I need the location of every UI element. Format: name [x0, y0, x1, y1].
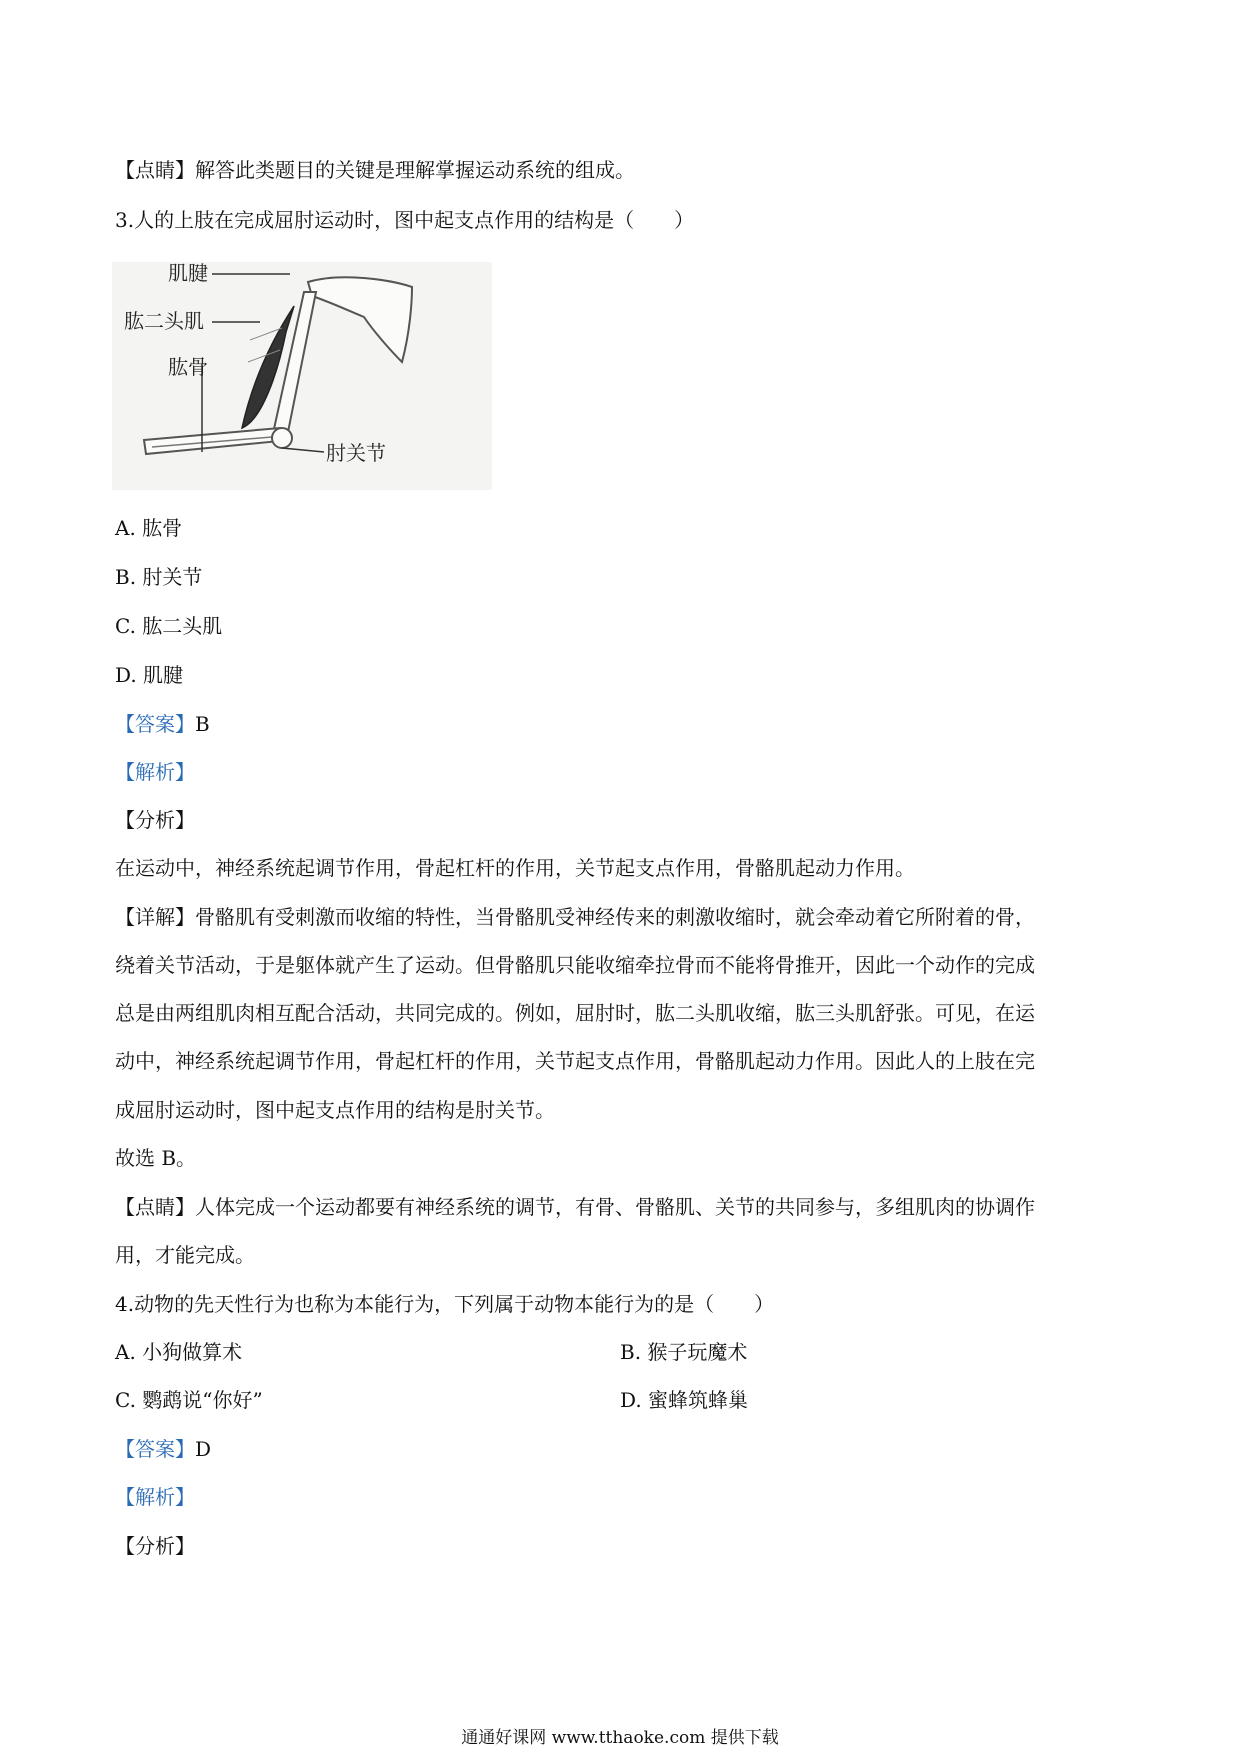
q3-detail-line: 动中，神经系统起调节作用，骨起杠杆的作用，关节起支点作用，骨骼肌起动力作用。因此人的上肢在完	[115, 1049, 1035, 1073]
answer-value: D	[195, 1437, 212, 1461]
q3-fenxi-text: 在运动中，神经系统起调节作用，骨起杠杆的作用，关节起支点作用，骨骼肌起动力作用。	[115, 856, 915, 880]
q4-stem: 4.动物的先天性行为也称为本能行为，下列属于动物本能行为的是（ ）	[115, 1292, 775, 1316]
label-humerus: 肱骨	[168, 355, 208, 379]
q3-choose: 故选 B。	[115, 1146, 197, 1170]
q3-detail-line: 【详解】骨骼肌有受刺激而收缩的特性，当骨骼肌受神经传来的刺激收缩时，就会牵动着它所附着的骨，	[115, 905, 1035, 929]
q3-option-a: A. 肱骨	[115, 516, 183, 540]
q3-detail-line: 绕着关节活动，于是躯体就产生了运动。但骨骼肌只能收缩牵拉骨而不能将骨推开，因此一个动作的完成	[115, 953, 1035, 977]
q3-detail-line: 成屈肘运动时，图中起支点作用的结构是肘关节。	[115, 1098, 555, 1122]
q4-option-d: D. 蜜蜂筑蜂巢	[620, 1388, 749, 1412]
q3-option-b: B. 肘关节	[115, 565, 203, 589]
q4-analysis-tag: 【解析】	[115, 1485, 195, 1509]
q3-fenxi-tag: 【分析】	[115, 808, 195, 832]
answer-value: B	[195, 712, 210, 736]
label-tendon: 肌腱	[168, 262, 208, 285]
label-elbow: 肘关节	[326, 441, 386, 465]
q3-option-d: D. 肌腱	[115, 663, 184, 687]
label-biceps: 肱二头肌	[124, 309, 204, 333]
q3-option-c: C. 肱二头肌	[115, 614, 223, 638]
q3-tip-line: 【点睛】人体完成一个运动都要有神经系统的调节，有骨、骨骼肌、关节的共同参与，多组肌肉的协调作	[115, 1195, 1035, 1219]
arm-diagram	[112, 262, 492, 490]
q3-detail-line: 总是由两组肌肉相互配合活动，共同完成的。例如，屈肘时，肱二头肌收缩，肱三头肌舒张。可见，在运	[115, 1001, 1035, 1025]
q4-option-a: A. 小狗做算术	[115, 1340, 243, 1364]
q4-answer	[115, 1435, 211, 1463]
q4-fenxi-tag: 【分析】	[115, 1534, 195, 1558]
q3-answer	[115, 710, 210, 738]
q3-tip-line: 用，才能完成。	[115, 1243, 255, 1267]
q2-tip: 【点睛】解答此类题目的关键是理解掌握运动系统的组成。	[115, 158, 635, 182]
q3-stem: 3.人的上肢在完成屈肘运动时，图中起支点作用的结构是（ ）	[115, 208, 695, 232]
q4-option-c: C. 鹦鹉说“你好”	[115, 1388, 263, 1412]
q3-analysis-tag: 【解析】	[115, 760, 195, 784]
page-footer: 通通好课网 www.tthaoke.com 提供下载	[461, 1728, 779, 1748]
answer-tag: 【答案】	[115, 1437, 195, 1461]
q4-option-b: B. 猴子玩魔术	[620, 1340, 748, 1364]
elbow-joint-shape	[272, 428, 292, 448]
answer-tag: 【答案】	[115, 712, 195, 736]
